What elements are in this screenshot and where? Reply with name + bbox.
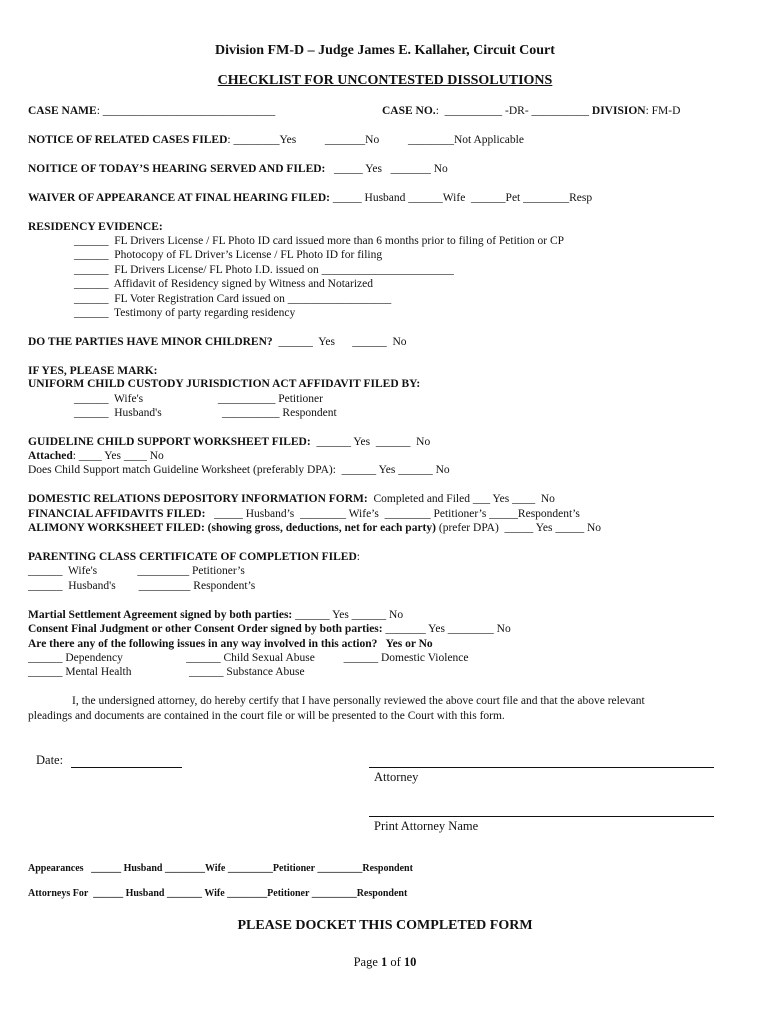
- parenting-line: [28, 550, 360, 564]
- page-current: 1: [381, 955, 388, 969]
- uccja-if-yes: IF YES, PLEASE MARK:: [28, 365, 158, 377]
- waiver-label: WAIVER OF APPEARANCE AT FINAL HEARING FILED:: [28, 192, 331, 204]
- division-label: DIVISION: [591, 105, 646, 117]
- case-name-blank[interactable]: : ______________________________: [96, 105, 276, 117]
- page-number: [0, 955, 770, 969]
- minor-children-label: DO THE PARTIES HAVE MINOR CHILDREN?: [28, 336, 273, 348]
- parenting-row[interactable]: ______ Wife's _________ Petitioner’s: [28, 565, 245, 577]
- depository-label: DOMESTIC RELATIONS DEPOSITORY INFORMATION FORM:: [28, 493, 368, 505]
- residency-item[interactable]: ______ Affidavit of Residency signed by Witness and Notarized: [74, 278, 374, 290]
- issues-row[interactable]: ______ Dependency ______ Child Sexual Abuse ______ Domestic Violence: [28, 652, 469, 664]
- financial-label: FINANCIAL AFFIDAVITS FILED:: [28, 508, 206, 520]
- minor-children-line: [28, 335, 407, 349]
- msa-label: Martial Settlement Agreement signed by both parties:: [28, 609, 293, 621]
- case-no-blank[interactable]: : __________ -DR- __________: [435, 105, 590, 117]
- uccja-heading: UNIFORM CHILD CUSTODY JURISDICTION ACT AFFIDAVIT FILED BY:: [28, 378, 421, 390]
- child-support-line: [28, 435, 430, 449]
- alimony-options[interactable]: (prefer DPA) _____ Yes _____ No: [435, 522, 602, 534]
- child-support-label: GUIDELINE CHILD SUPPORT WORKSHEET FILED:: [28, 436, 311, 448]
- uccja-row[interactable]: ______ Wife's __________ Petitioner: [74, 393, 323, 405]
- hearing-notice-label: NOITICE OF TODAY’S HEARING SERVED AND FILED:: [28, 163, 326, 175]
- date-field[interactable]: [71, 767, 182, 768]
- related-cases-line: [28, 133, 524, 147]
- appearances-options[interactable]: ______ Husband ________Wife _________Petitioner _________Respondent: [83, 863, 413, 874]
- attorneys-for-line: [28, 887, 407, 901]
- attorneys-for-options[interactable]: ______ Husband _______ Wife ________Petitioner _________Respondent: [88, 888, 408, 899]
- waiver-line: [28, 191, 592, 205]
- child-support-options[interactable]: ______ Yes ______ No: [310, 436, 431, 448]
- case-no-label: CASE NO.: [382, 105, 436, 117]
- issues-row[interactable]: ______ Mental Health ______ Substance Abuse: [28, 666, 305, 678]
- financial-line: [28, 507, 580, 521]
- waiver-options[interactable]: _____ Husband ______Wife ______Pet ________Resp: [330, 192, 593, 204]
- page-prefix: Page: [353, 955, 381, 969]
- parenting-row[interactable]: ______ Husband's _________ Respondent’s: [28, 580, 256, 592]
- attorney-signature-line[interactable]: [369, 767, 714, 768]
- consent-label: Consent Final Judgment or other Consent Order signed by both parties:: [28, 623, 383, 635]
- residency-item[interactable]: ______ Testimony of party regarding residency: [74, 307, 296, 319]
- attached-label: Attached: [28, 450, 73, 462]
- attached-line: [28, 449, 164, 463]
- alimony-label: ALIMONY WORKSHEET FILED: (showing gross, deductions, net for each party): [28, 522, 436, 534]
- appearances-line: [28, 862, 413, 876]
- msa-line: [28, 608, 403, 622]
- issues-question: Are there any of the following issues in any way involved in this action? Yes or No: [28, 638, 433, 650]
- division-heading: Division FM-D – Judge James E. Kallaher, Circuit Court: [215, 43, 555, 58]
- financial-options[interactable]: _____ Husband’s ________ Wife’s ________ Petitioner’s _____Respondent’s: [205, 508, 580, 520]
- certification-line-1: I, the undersigned attorney, do hereby certify that I have personally reviewed the above court file and that the above relevant: [72, 695, 645, 707]
- case-name-line: [28, 104, 275, 118]
- attached-options[interactable]: : ____ Yes ____ No: [72, 450, 164, 462]
- appearances-label: Appearances: [28, 863, 84, 874]
- parenting-colon: :: [356, 551, 360, 563]
- residency-heading: RESIDENCY EVIDENCE:: [28, 221, 163, 233]
- consent-options[interactable]: _______ Yes ________ No: [382, 623, 511, 635]
- docket-instruction: PLEASE DOCKET THIS COMPLETED FORM: [237, 918, 533, 933]
- child-support-match-line[interactable]: Does Child Support match Guideline Worksheet (preferably DPA): ______ Yes ______ No: [28, 464, 450, 476]
- hearing-notice-options[interactable]: _____ Yes _______ No: [325, 163, 448, 175]
- residency-item[interactable]: ______ FL Voter Registration Card issued on __________________: [74, 293, 392, 305]
- parenting-label: PARENTING CLASS CERTIFICATE OF COMPLETION FILED: [28, 551, 357, 563]
- consent-line: [28, 622, 511, 636]
- page-of: of: [387, 955, 404, 969]
- alimony-line: [28, 521, 601, 535]
- depository-options[interactable]: Completed and Filed ___ Yes ____ No: [367, 493, 555, 505]
- minor-children-options[interactable]: ______ Yes ______ No: [272, 336, 407, 348]
- uccja-row[interactable]: ______ Husband's __________ Respondent: [74, 407, 337, 419]
- attorneys-for-label: Attorneys For: [28, 888, 89, 899]
- residency-item[interactable]: ______ FL Drivers License / FL Photo ID card issued more than 6 months prior to filing of Petition or CP: [74, 235, 565, 247]
- division-value: : FM-D: [645, 105, 681, 117]
- hearing-notice-line: [28, 162, 448, 176]
- print-name-label: Print Attorney Name: [374, 819, 479, 833]
- residency-item[interactable]: ______ Photocopy of FL Driver’s License / FL Photo ID for filing: [74, 249, 383, 261]
- case-name-label: CASE NAME: [28, 105, 97, 117]
- related-cases-options[interactable]: : ________Yes _______No ________Not Applicable: [227, 134, 524, 146]
- certification-line-2: pleadings and documents are contained in the court file or will be presented to the Court with this form.: [28, 710, 505, 722]
- date-label: Date:: [36, 753, 64, 767]
- related-cases-label: NOTICE OF RELATED CASES FILED: [28, 134, 228, 146]
- residency-item[interactable]: ______ FL Drivers License/ FL Photo I.D. issued on _______________________: [74, 264, 454, 276]
- depository-line: [28, 492, 555, 506]
- msa-options[interactable]: ______ Yes ______ No: [292, 609, 404, 621]
- case-no-line: [382, 104, 680, 118]
- page-title: CHECKLIST FOR UNCONTESTED DISSOLUTIONS: [217, 73, 553, 88]
- attorney-label: Attorney: [374, 770, 419, 784]
- print-name-line[interactable]: [369, 816, 714, 817]
- page-total: 10: [403, 955, 417, 969]
